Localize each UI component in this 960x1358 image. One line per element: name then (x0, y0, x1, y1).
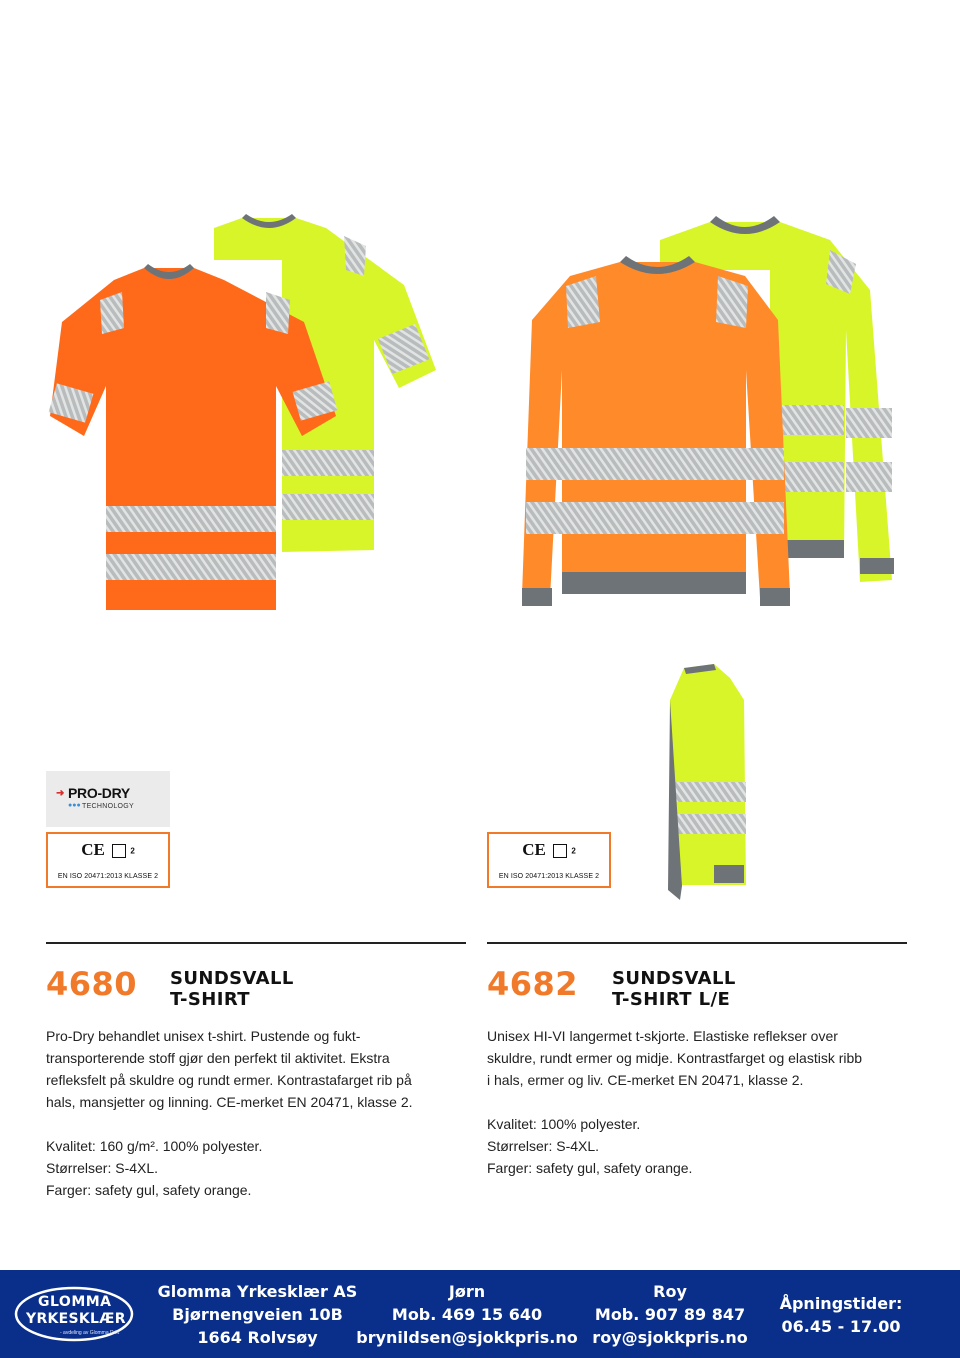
product-code: 4682 (487, 965, 579, 1003)
divider-left (46, 942, 466, 944)
quality-text: Kvalitet: 100% polyester. (487, 1116, 641, 1132)
product-description (46, 1025, 436, 1201)
ce-certificate-4680 (46, 832, 170, 888)
company-logo: GLOMMA YRKESKLÆR - avdeling av Glomma Drift (12, 1282, 136, 1346)
opening-hours: Åpningstider: 06.45 - 17.00 (779, 1294, 903, 1336)
prodry-subtitle: TECHNOLOGY (82, 803, 135, 810)
description-text: Unisex HI-VI langermet t-skjorte. Elastiske reflekser over skuldre, rundt ermer og midje. Kontrastfarget og elastisk ribb i hals, ermer og liv. CE-merket EN 20471, klasse 2. (487, 1028, 863, 1088)
divider-right (487, 942, 907, 944)
prodry-title: PRO-DRY (68, 785, 130, 801)
hivis-pictogram-icon (553, 844, 567, 858)
contact-jorn: Jørn Mob. 469 15 640 brynildsen@sjokkpris.no (356, 1282, 578, 1347)
water-drop-icon: ●●● (68, 802, 81, 809)
sizes-text: Størrelser: S-4XL. (487, 1138, 600, 1154)
sizes-text: Størrelser: S-4XL. (46, 1160, 159, 1176)
footer (0, 1270, 960, 1358)
contact-roy: Roy Mob. 907 89 847 roy@sjokkpris.no (586, 1280, 754, 1349)
phone-link[interactable]: Mob. 907 89 847 (594, 1305, 746, 1324)
company-address: Glomma Yrkesklær AS Bjørnengveien 10B 1664 Rolvsøy (157, 1282, 358, 1347)
description-text: Pro-Dry behandlet unisex t-shirt. Pustende og fukt-transporterende stoff gjør den perfekt til aktivitet. Ekstra refleksfelt på skuldre og rundt ermer. Kontrastafarget rib på hals, mansjetter og linning. CE-merket EN 20471, klasse 2. (46, 1028, 413, 1110)
product-description (487, 1025, 867, 1179)
prodry-swoosh-icon: ➜ (56, 788, 65, 799)
product-image-4682 (520, 210, 900, 630)
ce-standard: EN ISO 20471:2013 KLASSE 2 (498, 873, 600, 880)
colors-text: Farger: safety gul, safety orange. (487, 1160, 693, 1176)
ce-certificate-4682 (487, 832, 611, 888)
hivis-pictogram-icon (112, 844, 126, 858)
product-name: SUNDSVALL T-SHIRT L/E (612, 968, 736, 1010)
ce-mark: CE 2 (522, 840, 576, 859)
ce-mark: CE 2 (81, 840, 135, 859)
product-name: SUNDSVALL T-SHIRT (170, 968, 294, 1010)
product-image-4682-side (664, 660, 754, 910)
email-link[interactable]: roy@sjokkpris.no (592, 1328, 748, 1347)
ce-standard: EN ISO 20471:2013 KLASSE 2 (57, 873, 159, 880)
email-link[interactable]: brynildsen@sjokkpris.no (356, 1328, 578, 1347)
quality-text: Kvalitet: 160 g/m². 100% polyester. (46, 1138, 263, 1154)
product-image-4680 (44, 210, 444, 610)
product-code: 4680 (46, 965, 138, 1003)
colors-text: Farger: safety gul, safety orange. (46, 1182, 252, 1198)
prodry-logo (46, 771, 170, 827)
longsleeve-orange (522, 256, 790, 606)
phone-link[interactable]: Mob. 469 15 640 (391, 1305, 543, 1324)
